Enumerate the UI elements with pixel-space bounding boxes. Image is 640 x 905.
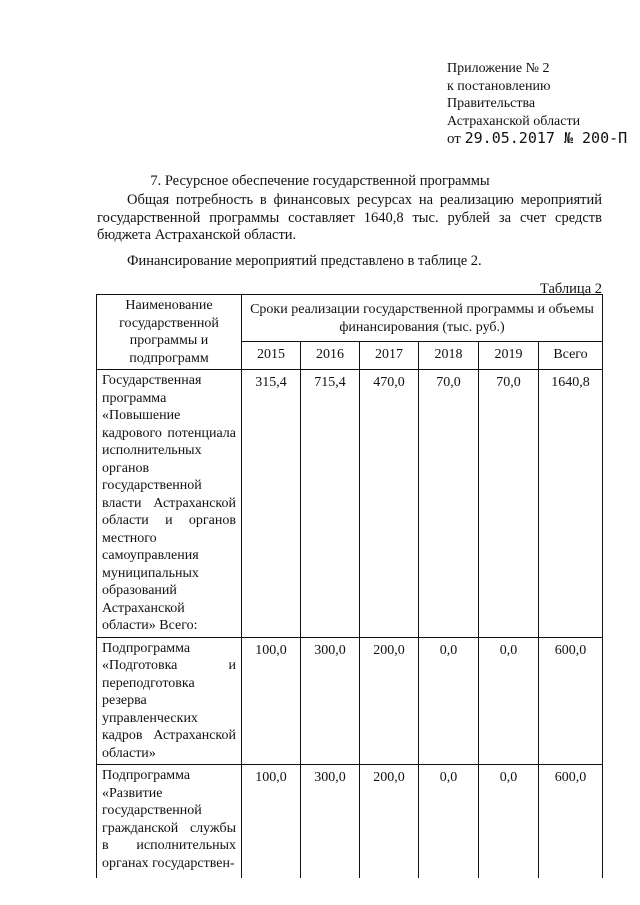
date-prefix: от <box>447 131 461 147</box>
period-column-header: Сроки реализации государственной программы и объемы финансирования (тыс. руб.) <box>242 295 603 342</box>
year-header: 2016 <box>301 341 360 369</box>
row-value: 315,4 <box>242 370 301 638</box>
row-value: 0,0 <box>419 765 479 879</box>
intro-text <box>97 192 602 270</box>
row-value: 300,0 <box>301 765 360 879</box>
row-value: 300,0 <box>301 637 360 765</box>
appendix-government: Правительства <box>447 96 536 111</box>
row-value: 470,0 <box>360 370 419 638</box>
name-column-header: Наименование государственной программы и подпрограмм <box>97 295 242 370</box>
table-header-row <box>97 295 603 342</box>
row-value: 0,0 <box>479 637 539 765</box>
table-row <box>97 765 603 879</box>
row-name: Подпрограмма «Развитие государственной гражданской службы в исполнительных органах государствен- <box>97 765 242 879</box>
section-title: 7. Ресурсное обеспечение государственной программы <box>150 173 490 189</box>
year-header: 2019 <box>479 341 539 369</box>
appendix-title: Приложение № 2 <box>447 61 550 76</box>
paragraph-total-need: Общая потребность в финансовых ресурсах на реализацию мероприятий государственной программы составляет 1640,8 тыс. рублей за счет средств бюджета Астраханской области. <box>97 192 602 243</box>
year-header: 2018 <box>419 341 479 369</box>
row-value: 100,0 <box>242 637 301 765</box>
date-stamp: 29.05.2017 № 200-П <box>464 129 628 147</box>
row-value: 715,4 <box>301 370 360 638</box>
row-total: 600,0 <box>539 765 603 879</box>
appendix-resolution: к постановлению <box>447 78 551 94</box>
row-value: 70,0 <box>419 370 479 638</box>
financing-table <box>96 294 603 878</box>
row-value: 70,0 <box>479 370 539 638</box>
total-header: Всего <box>539 341 603 369</box>
row-value: 0,0 <box>419 637 479 765</box>
table-row <box>97 637 603 765</box>
paragraph-financing: Финансирование мероприятий представлено в таблице 2. <box>127 252 482 269</box>
row-total: 600,0 <box>539 637 603 765</box>
appendix-date-line <box>447 130 627 149</box>
year-header: 2017 <box>360 341 419 369</box>
year-header: 2015 <box>242 341 301 369</box>
row-value: 200,0 <box>360 637 419 765</box>
row-total: 1640,8 <box>539 370 603 638</box>
table-row <box>97 370 603 638</box>
row-value: 100,0 <box>242 765 301 879</box>
row-name: Государственная программа «Повышение кадрового потенциала исполнительных органов государственной власти Астраханской области и органов местного самоуправления муниципальных образований Астраханской области» Всего: <box>97 370 242 638</box>
row-value: 200,0 <box>360 765 419 879</box>
row-name: Подпрограмма «Подготовка и переподготовка резерва управленческих кадров Астраханской области» <box>97 637 242 765</box>
table-caption: Таблица 2 <box>539 281 602 297</box>
appendix-region: Астраханской области <box>447 113 581 129</box>
appendix-block <box>447 60 627 149</box>
row-value: 0,0 <box>479 765 539 879</box>
